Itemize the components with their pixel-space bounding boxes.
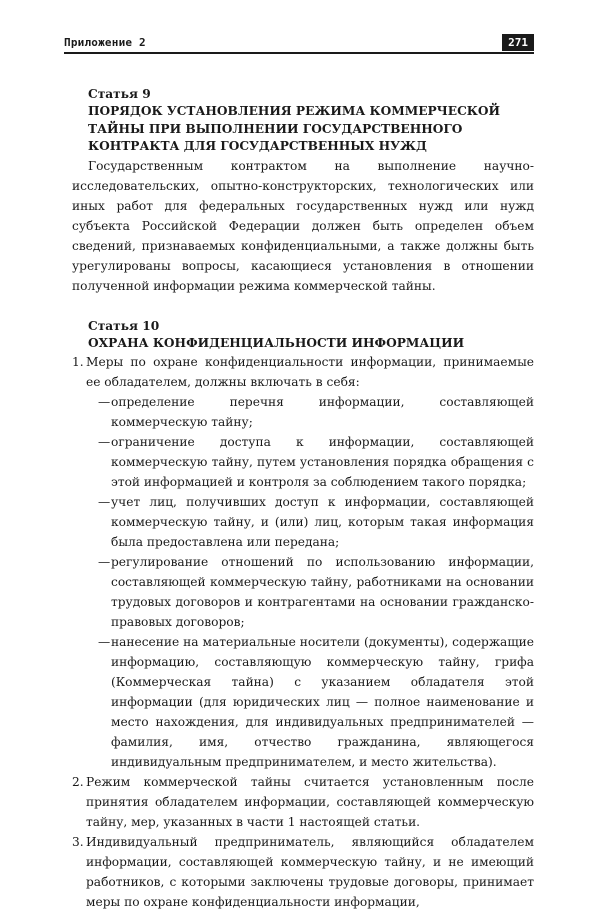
list-item-1 bbox=[72, 352, 534, 772]
dash-list-item bbox=[98, 432, 534, 492]
dash-icon: — bbox=[98, 492, 110, 512]
list-item-number: 2. bbox=[72, 772, 84, 792]
article-number: Статья 10 bbox=[88, 317, 534, 335]
dash-item-text: учет лиц, получивших доступ к информации, составляющей коммерческую тайну, и (или) лиц, которым такая информация была предоставлена или передана; bbox=[111, 495, 534, 549]
dash-icon: — bbox=[98, 632, 110, 652]
dash-icon: — bbox=[98, 432, 110, 452]
dash-item-text: ограничение доступа к информации, составляющей коммерческую тайну, путем установления порядка обращения с этой информацией и контроля за соблюдением такого порядка; bbox=[111, 435, 534, 489]
page-content bbox=[72, 85, 534, 912]
article-10 bbox=[72, 317, 534, 912]
article-paragraph: Государственным контрактом на выполнение научно-исследовательских, опытно-конструкторских, технологических или иных работ для федеральных государственных нужд или нужд субъекта Российской Федерации должен быть определен объем сведений, признаваемых конфиденциальными, а также должны быть урегулированы вопросы, касающиеся установления в отношении полученной информации режима коммерческой тайны. bbox=[72, 156, 534, 296]
list-item-text: Индивидуальный предприниматель, являющийся обладателем информации, составляющей коммерческую тайну, и не имеющий работников, с которыми заключены трудовые договоры, принимает меры по охране конфиденциальности информации, bbox=[86, 835, 534, 909]
dash-list-item bbox=[98, 632, 534, 772]
dash-item-text: нанесение на материальные носители (документы), содержащие информацию, составляющую коммерческую тайну, грифа (Коммерческая тайна) с указанием обладателя этой информации (для юридических лиц — полное наименование и место нахождения, для индивидуальных предпринимателей — фамилия, имя, отчество гражданина, являющегося индивидуальным предпринимателем, и место жительства). bbox=[111, 635, 534, 769]
dash-item-text: определение перечня информации, составляющей коммерческую тайну; bbox=[111, 395, 534, 429]
list-item-number: 3. bbox=[72, 832, 84, 852]
dash-list-item bbox=[98, 492, 534, 552]
dash-list bbox=[86, 392, 534, 772]
page-number: 271 bbox=[502, 34, 534, 51]
article-number: Статья 9 bbox=[88, 85, 534, 103]
article-title: ОХРАНА КОНФИДЕНЦИАЛЬНОСТИ ИНФОРМАЦИИ bbox=[88, 335, 534, 353]
numbered-list bbox=[72, 352, 534, 912]
dash-icon: — bbox=[98, 392, 110, 412]
article-title: ПОРЯДОК УСТАНОВЛЕНИЯ РЕЖИМА КОММЕРЧЕСКОЙ ТАЙНЫ ПРИ ВЫПОЛНЕНИИ ГОСУДАРСТВЕННОГО КОНТРАКТА ДЛЯ ГОСУДАРСТВЕННЫХ НУЖД bbox=[88, 103, 534, 156]
dash-item-text: регулирование отношений по использованию информации, составляющей коммерческую тайну, работниками на основании трудовых договоров и контрагентами на основании гражданско-правовых договоров; bbox=[111, 555, 534, 629]
running-header-section: Приложение 2 bbox=[64, 36, 146, 49]
dash-icon: — bbox=[98, 552, 110, 572]
list-item-text: Режим коммерческой тайны считается установленным после принятия обладателем информации, составляющей коммерческую тайну, мер, указанных в части 1 настоящей статьи. bbox=[86, 775, 534, 829]
article-9 bbox=[72, 85, 534, 296]
list-item-2 bbox=[72, 772, 534, 832]
list-item-text: Меры по охране конфиденциальности информации, принимаемые ее обладателем, должны включать в себя: bbox=[86, 355, 534, 389]
dash-list-item bbox=[98, 552, 534, 632]
list-item-number: 1. bbox=[72, 352, 84, 372]
running-header bbox=[64, 37, 534, 54]
list-item-3 bbox=[72, 832, 534, 912]
dash-list-item bbox=[98, 392, 534, 432]
